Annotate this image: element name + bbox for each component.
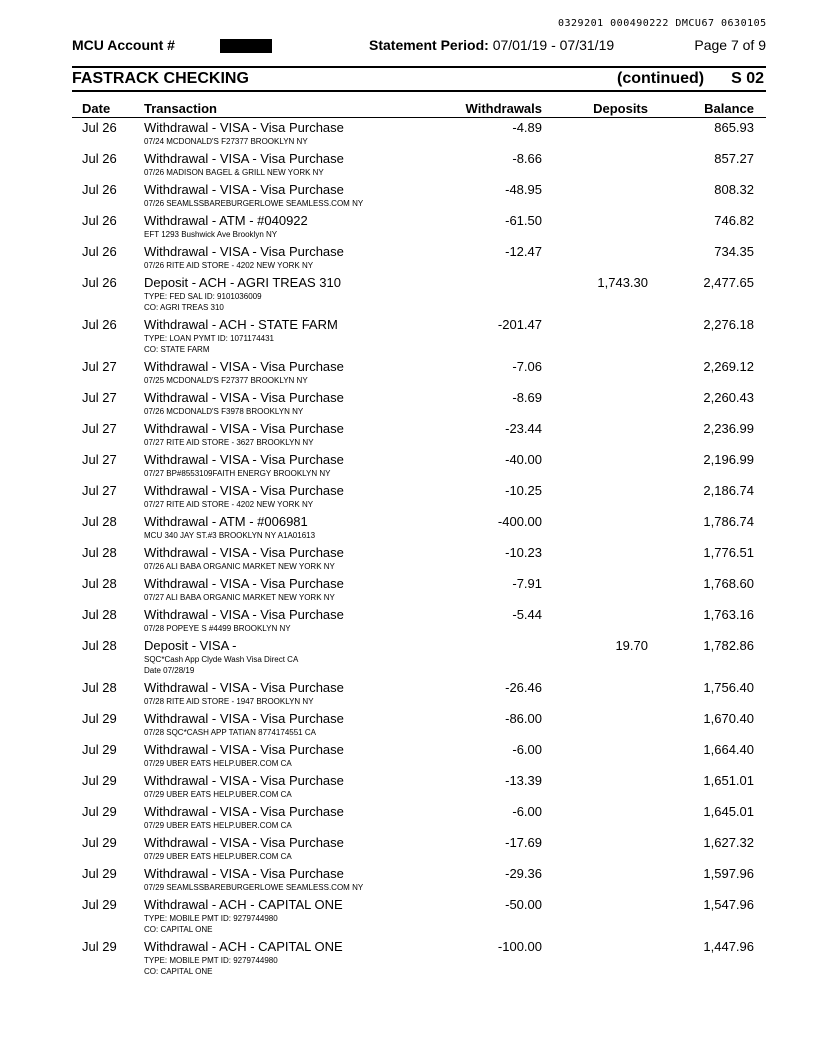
transaction-withdrawal: -13.39 xyxy=(505,773,542,788)
transaction-detail: 07/29 UBER EATS HELP.UBER.COM CA xyxy=(144,821,292,830)
section-continued: (continued) xyxy=(617,70,705,87)
transaction-detail: 07/27 RITE AID STORE - 3627 BROOKLYN NY xyxy=(144,438,314,447)
transaction-detail: 07/27 BP#8553109FAITH ENERGY BROOKLYN NY xyxy=(144,469,331,478)
transaction-row xyxy=(72,711,766,738)
section-header xyxy=(72,70,766,90)
transaction-withdrawal: -8.66 xyxy=(512,151,542,166)
transaction-row xyxy=(72,483,766,510)
transaction-date: Jul 28 xyxy=(82,545,117,560)
transaction-description: Withdrawal - VISA - Visa Purchase xyxy=(144,244,344,259)
transaction-balance: 1,597.96 xyxy=(703,866,754,881)
transaction-description: Withdrawal - VISA - Visa Purchase xyxy=(144,804,344,819)
transaction-withdrawal: -23.44 xyxy=(505,421,542,436)
transaction-description: Withdrawal - VISA - Visa Purchase xyxy=(144,120,344,135)
transaction-date: Jul 26 xyxy=(82,151,117,166)
transaction-description: Withdrawal - VISA - Visa Purchase xyxy=(144,711,344,726)
transaction-date: Jul 27 xyxy=(82,452,117,467)
transaction-detail: 07/26 MADISON BAGEL & GRILL NEW YORK NY xyxy=(144,168,324,177)
transaction-detail: 07/26 RITE AID STORE - 4202 NEW YORK NY xyxy=(144,261,314,270)
transaction-withdrawal: -10.25 xyxy=(505,483,542,498)
transaction-date: Jul 29 xyxy=(82,866,117,881)
transaction-balance: 2,269.12 xyxy=(703,359,754,374)
transaction-description: Withdrawal - VISA - Visa Purchase xyxy=(144,359,344,374)
transaction-row xyxy=(72,804,766,831)
transaction-date: Jul 27 xyxy=(82,359,117,374)
column-header-withdrawals: Withdrawals xyxy=(465,101,542,116)
transaction-row xyxy=(72,866,766,893)
transaction-description: Withdrawal - VISA - Visa Purchase xyxy=(144,452,344,467)
transaction-row xyxy=(72,275,766,313)
period-value: 07/01/19 - 07/31/19 xyxy=(492,37,615,53)
transaction-date: Jul 28 xyxy=(82,638,117,653)
transaction-balance: 1,547.96 xyxy=(703,897,754,912)
transaction-balance: 1,776.51 xyxy=(703,545,754,560)
transaction-row xyxy=(72,773,766,800)
transaction-withdrawal: -4.89 xyxy=(512,120,542,135)
transaction-date: Jul 26 xyxy=(82,275,117,290)
transaction-deposit: 19.70 xyxy=(615,638,648,653)
header-divider xyxy=(72,66,766,68)
transaction-withdrawal: -100.00 xyxy=(497,939,542,954)
transaction-withdrawal: -86.00 xyxy=(505,711,542,726)
transaction-balance: 1,627.32 xyxy=(703,835,754,850)
transaction-detail: TYPE: LOAN PYMT ID: 1071174431 xyxy=(144,334,274,343)
transaction-row xyxy=(72,514,766,541)
transaction-date: Jul 27 xyxy=(82,421,117,436)
transaction-row xyxy=(72,607,766,634)
transaction-description: Withdrawal - VISA - Visa Purchase xyxy=(144,151,344,166)
transaction-detail: 07/28 RITE AID STORE - 1947 BROOKLYN NY xyxy=(144,697,314,706)
transaction-detail: Date 07/28/19 xyxy=(144,666,195,675)
transaction-detail: EFT 1293 Bushwick Ave Brooklyn NY xyxy=(144,230,278,239)
column-headers xyxy=(72,101,766,117)
transaction-list xyxy=(72,120,766,981)
transaction-row xyxy=(72,452,766,479)
transaction-date: Jul 26 xyxy=(82,317,117,332)
column-header-date: Date xyxy=(82,101,111,116)
transaction-withdrawal: -10.23 xyxy=(505,545,542,560)
column-header-deposits: Deposits xyxy=(593,101,648,116)
transaction-date: Jul 27 xyxy=(82,390,117,405)
transaction-row xyxy=(72,213,766,240)
transaction-date: Jul 29 xyxy=(82,773,117,788)
transaction-row xyxy=(72,120,766,147)
transaction-description: Deposit - ACH - AGRI TREAS 310 xyxy=(144,275,341,290)
statement-period xyxy=(369,37,614,53)
transaction-detail: CO: AGRI TREAS 310 xyxy=(144,303,224,312)
transaction-balance: 2,186.74 xyxy=(703,483,754,498)
transaction-description: Withdrawal - VISA - Visa Purchase xyxy=(144,483,344,498)
transaction-date: Jul 28 xyxy=(82,576,117,591)
period-label: Statement Period: xyxy=(369,37,489,53)
transaction-row xyxy=(72,680,766,707)
transaction-date: Jul 29 xyxy=(82,939,117,954)
transaction-withdrawal: -50.00 xyxy=(505,897,542,912)
transaction-detail: 07/27 RITE AID STORE - 4202 NEW YORK NY xyxy=(144,500,314,509)
transaction-withdrawal: -201.47 xyxy=(497,317,542,332)
transaction-row xyxy=(72,897,766,935)
transaction-date: Jul 26 xyxy=(82,213,117,228)
transaction-description: Withdrawal - VISA - Visa Purchase xyxy=(144,866,344,881)
transaction-description: Withdrawal - VISA - Visa Purchase xyxy=(144,680,344,695)
transaction-date: Jul 28 xyxy=(82,680,117,695)
transaction-balance: 2,236.99 xyxy=(703,421,754,436)
section-divider xyxy=(72,90,766,92)
transaction-balance: 1,782.86 xyxy=(703,638,754,653)
transaction-date: Jul 29 xyxy=(82,711,117,726)
transaction-date: Jul 27 xyxy=(82,483,117,498)
transaction-balance: 1,786.74 xyxy=(703,514,754,529)
transaction-withdrawal: -7.06 xyxy=(512,359,542,374)
transaction-date: Jul 29 xyxy=(82,835,117,850)
transaction-row xyxy=(72,182,766,209)
transaction-withdrawal: -48.95 xyxy=(505,182,542,197)
transaction-row xyxy=(72,576,766,603)
transaction-description: Deposit - VISA - xyxy=(144,638,237,653)
transaction-description: Withdrawal - VISA - Visa Purchase xyxy=(144,835,344,850)
transaction-withdrawal: -40.00 xyxy=(505,452,542,467)
transaction-balance: 746.82 xyxy=(714,213,754,228)
transaction-detail: MCU 340 JAY ST.#3 BROOKLYN NY A1A01613 xyxy=(144,531,316,540)
transaction-balance: 2,276.18 xyxy=(703,317,754,332)
transaction-date: Jul 28 xyxy=(82,514,117,529)
transaction-detail: CO: STATE FARM xyxy=(144,345,210,354)
transaction-detail: CO: CAPITAL ONE xyxy=(144,967,213,976)
transaction-detail: 07/28 SQC*CASH APP TATIAN 8774174551 CA xyxy=(144,728,316,737)
transaction-balance: 2,477.65 xyxy=(703,275,754,290)
transaction-row xyxy=(72,359,766,386)
transaction-detail: 07/26 ALI BABA ORGANIC MARKET NEW YORK NY xyxy=(144,562,335,571)
section-code: S 02 xyxy=(731,70,764,87)
transaction-row xyxy=(72,390,766,417)
transaction-balance: 1,651.01 xyxy=(703,773,754,788)
transaction-balance: 2,260.43 xyxy=(703,390,754,405)
transaction-withdrawal: -26.46 xyxy=(505,680,542,695)
transaction-balance: 2,196.99 xyxy=(703,452,754,467)
account-label: MCU Account # xyxy=(72,37,175,53)
transaction-detail: 07/28 POPEYE S #4499 BROOKLYN NY xyxy=(144,624,291,633)
page-number: Page 7 of 9 xyxy=(694,37,766,53)
transaction-description: Withdrawal - VISA - Visa Purchase xyxy=(144,182,344,197)
transaction-row xyxy=(72,545,766,572)
transaction-date: Jul 29 xyxy=(82,804,117,819)
transaction-balance: 1,447.96 xyxy=(703,939,754,954)
transaction-withdrawal: -17.69 xyxy=(505,835,542,850)
transaction-balance: 1,768.60 xyxy=(703,576,754,591)
transaction-description: Withdrawal - VISA - Visa Purchase xyxy=(144,773,344,788)
column-header-divider xyxy=(72,117,766,118)
transaction-withdrawal: -61.50 xyxy=(505,213,542,228)
transaction-date: Jul 29 xyxy=(82,897,117,912)
transaction-balance: 1,670.40 xyxy=(703,711,754,726)
transaction-description: Withdrawal - ATM - #040922 xyxy=(144,213,308,228)
transaction-detail: 07/27 ALI BABA ORGANIC MARKET NEW YORK NY xyxy=(144,593,335,602)
transaction-balance: 857.27 xyxy=(714,151,754,166)
transaction-detail: TYPE: MOBILE PMT ID: 9279744980 xyxy=(144,914,278,923)
transaction-detail: 07/26 MCDONALD'S F3978 BROOKLYN NY xyxy=(144,407,304,416)
transaction-withdrawal: -5.44 xyxy=(512,607,542,622)
transaction-detail: TYPE: MOBILE PMT ID: 9279744980 xyxy=(144,956,278,965)
transaction-withdrawal: -12.47 xyxy=(505,244,542,259)
transaction-description: Withdrawal - ACH - CAPITAL ONE xyxy=(144,897,343,912)
transaction-description: Withdrawal - VISA - Visa Purchase xyxy=(144,421,344,436)
transaction-detail: 07/24 MCDONALD'S F27377 BROOKLYN NY xyxy=(144,137,308,146)
statement-header xyxy=(72,37,766,55)
transaction-balance: 1,664.40 xyxy=(703,742,754,757)
transaction-withdrawal: -29.36 xyxy=(505,866,542,881)
transaction-balance: 1,756.40 xyxy=(703,680,754,695)
transaction-row xyxy=(72,742,766,769)
transaction-description: Withdrawal - ACH - STATE FARM xyxy=(144,317,338,332)
transaction-row xyxy=(72,151,766,178)
transaction-detail: CO: CAPITAL ONE xyxy=(144,925,213,934)
transaction-balance: 865.93 xyxy=(714,120,754,135)
transaction-balance: 808.32 xyxy=(714,182,754,197)
transaction-row xyxy=(72,835,766,862)
transaction-withdrawal: -6.00 xyxy=(512,804,542,819)
transaction-date: Jul 26 xyxy=(82,120,117,135)
section-title: FASTRACK CHECKING xyxy=(72,70,249,87)
transaction-date: Jul 29 xyxy=(82,742,117,757)
transaction-balance: 1,763.16 xyxy=(703,607,754,622)
transaction-withdrawal: -6.00 xyxy=(512,742,542,757)
transaction-withdrawal: -7.91 xyxy=(512,576,542,591)
transaction-description: Withdrawal - VISA - Visa Purchase xyxy=(144,545,344,560)
transaction-detail: 07/26 SEAMLSSBAREBURGERLOWE SEAMLESS.COM NY xyxy=(144,199,364,208)
transaction-date: Jul 26 xyxy=(82,244,117,259)
transaction-description: Withdrawal - VISA - Visa Purchase xyxy=(144,390,344,405)
transaction-detail: SQC*Cash App Clyde Wash Visa Direct CA xyxy=(144,655,299,664)
transaction-description: Withdrawal - ACH - CAPITAL ONE xyxy=(144,939,343,954)
transaction-withdrawal: -400.00 xyxy=(497,514,542,529)
transaction-balance: 1,645.01 xyxy=(703,804,754,819)
transaction-date: Jul 28 xyxy=(82,607,117,622)
transaction-detail: 07/29 UBER EATS HELP.UBER.COM CA xyxy=(144,759,292,768)
transaction-detail: TYPE: FED SAL ID: 9101036009 xyxy=(144,292,262,301)
transaction-row xyxy=(72,317,766,355)
transaction-detail: 07/25 MCDONALD'S F27377 BROOKLYN NY xyxy=(144,376,308,385)
column-header-balance: Balance xyxy=(704,101,754,116)
account-number-redacted xyxy=(220,39,272,53)
transaction-detail: 07/29 UBER EATS HELP.UBER.COM CA xyxy=(144,790,292,799)
transaction-deposit: 1,743.30 xyxy=(597,275,648,290)
transaction-row xyxy=(72,421,766,448)
transaction-date: Jul 26 xyxy=(82,182,117,197)
transaction-description: Withdrawal - ATM - #006981 xyxy=(144,514,308,529)
transaction-row xyxy=(72,939,766,977)
transaction-balance: 734.35 xyxy=(714,244,754,259)
column-header-transaction: Transaction xyxy=(144,101,217,116)
transaction-description: Withdrawal - VISA - Visa Purchase xyxy=(144,607,344,622)
transaction-row xyxy=(72,244,766,271)
transaction-detail: 07/29 SEAMLSSBAREBURGERLOWE SEAMLESS.COM NY xyxy=(144,883,364,892)
transaction-description: Withdrawal - VISA - Visa Purchase xyxy=(144,742,344,757)
ocr-code-line: 0329201 000490222 DMCU67 0630105 xyxy=(558,18,767,29)
transaction-row xyxy=(72,638,766,676)
transaction-description: Withdrawal - VISA - Visa Purchase xyxy=(144,576,344,591)
transaction-withdrawal: -8.69 xyxy=(512,390,542,405)
transaction-detail: 07/29 UBER EATS HELP.UBER.COM CA xyxy=(144,852,292,861)
